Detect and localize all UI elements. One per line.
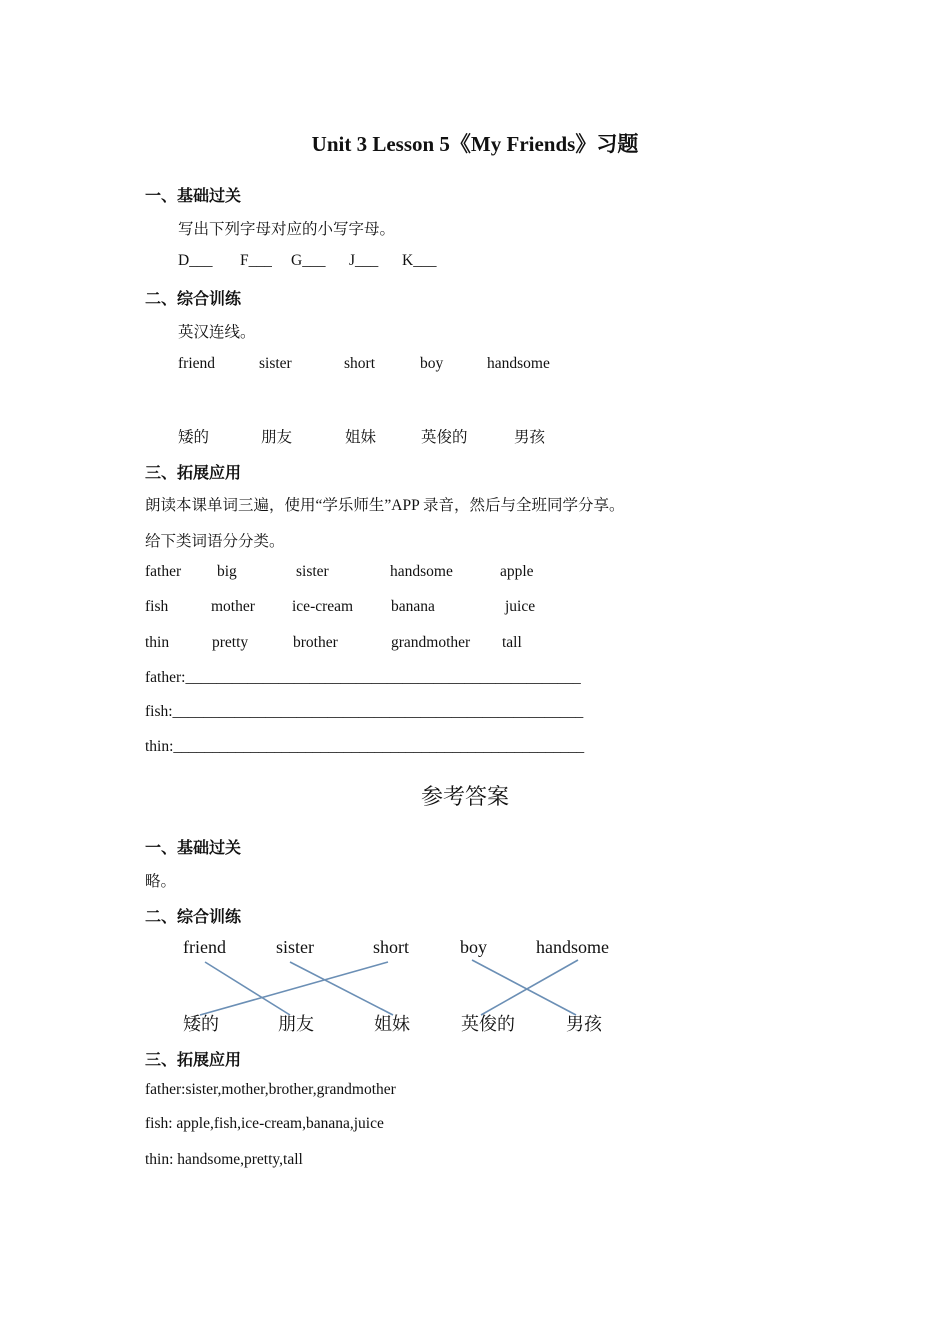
- answer-key-title: 参考答案: [420, 784, 509, 809]
- match-line: [472, 960, 576, 1015]
- word-cell: ice-cream: [292, 598, 354, 615]
- answer-english-word: friend: [183, 937, 226, 957]
- letter-item: G___: [291, 252, 326, 269]
- word-cell: pretty: [212, 634, 249, 651]
- answer-english-word: sister: [276, 937, 314, 957]
- letter-item: D___: [178, 252, 213, 269]
- word-cell: handsome: [390, 563, 453, 580]
- match-line: [205, 962, 290, 1015]
- word-cell: grandmother: [391, 634, 471, 651]
- match-english-word: sister: [259, 355, 292, 372]
- word-cell: sister: [296, 563, 329, 580]
- match-chinese-word: 姐妹: [345, 429, 377, 446]
- answer-section-1-text: 略。: [145, 873, 177, 890]
- answer-chinese-word: 矮的: [183, 1014, 219, 1034]
- section-2-instruction: 英汉连线。: [178, 324, 256, 341]
- word-cell: father: [145, 563, 182, 580]
- answer-chinese-word: 朋友: [278, 1014, 314, 1034]
- word-cell: banana: [391, 598, 435, 615]
- word-cell: brother: [293, 634, 338, 651]
- classify-blank-line: thin:_____________________________________________________: [145, 738, 585, 755]
- section-1-instruction: 写出下列字母对应的小写字母。: [178, 221, 396, 238]
- match-line: [200, 962, 388, 1015]
- match-line: [481, 960, 578, 1015]
- word-cell: apple: [500, 563, 534, 580]
- match-english-word: friend: [178, 355, 216, 372]
- word-cell: thin: [145, 634, 170, 651]
- match-english-word: handsome: [487, 355, 550, 372]
- match-chinese-word: 男孩: [514, 429, 546, 446]
- word-cell: tall: [502, 634, 522, 651]
- answer-section-2-heading: 二、综合训练: [145, 909, 242, 926]
- answer-classification-line: father:sister,mother,brother,grandmother: [145, 1081, 396, 1098]
- page-title: Unit 3 Lesson 5《My Friends》习题: [311, 132, 639, 156]
- match-english-word: boy: [420, 355, 444, 372]
- answer-section-1-heading: 一、基础过关: [145, 840, 242, 857]
- answer-classification-line: thin: handsome,pretty,tall: [145, 1151, 303, 1168]
- answer-classification-line: fish: apple,fish,ice-cream,banana,juice: [145, 1115, 384, 1132]
- answer-english-word: handsome: [536, 937, 609, 957]
- letter-item: F___: [240, 252, 272, 269]
- answer-english-word: short: [373, 937, 409, 957]
- match-chinese-word: 矮的: [178, 429, 210, 446]
- match-chinese-word: 英俊的: [421, 429, 468, 446]
- word-cell: mother: [211, 598, 255, 615]
- letter-item: J___: [349, 252, 379, 269]
- match-chinese-word: 朋友: [261, 429, 293, 446]
- answer-chinese-word: 姐妹: [374, 1014, 410, 1034]
- answer-section-3-heading: 三、拓展应用: [145, 1052, 242, 1069]
- answer-english-word: boy: [460, 937, 487, 957]
- section-3-instruction: 给下类词语分分类。: [145, 533, 285, 550]
- answer-chinese-word: 英俊的: [461, 1014, 515, 1034]
- classify-blank-line: father:___________________________________________________: [145, 669, 581, 686]
- section-3-instruction: 朗读本课单词三遍，使用“学乐师生”APP 录音，然后与全班同学分享。: [145, 497, 625, 514]
- word-cell: juice: [505, 598, 536, 615]
- word-cell: big: [217, 563, 237, 580]
- section-1-heading: 一、基础过关: [145, 188, 242, 205]
- word-cell: fish: [145, 598, 169, 615]
- classify-blank-line: fish:_____________________________________________________: [145, 703, 584, 720]
- section-3-heading: 三、拓展应用: [145, 465, 242, 482]
- match-english-word: short: [344, 355, 375, 372]
- answer-chinese-word: 男孩: [566, 1014, 602, 1034]
- letter-item: K___: [402, 252, 437, 269]
- match-line: [290, 962, 393, 1015]
- section-2-heading: 二、综合训练: [145, 291, 242, 308]
